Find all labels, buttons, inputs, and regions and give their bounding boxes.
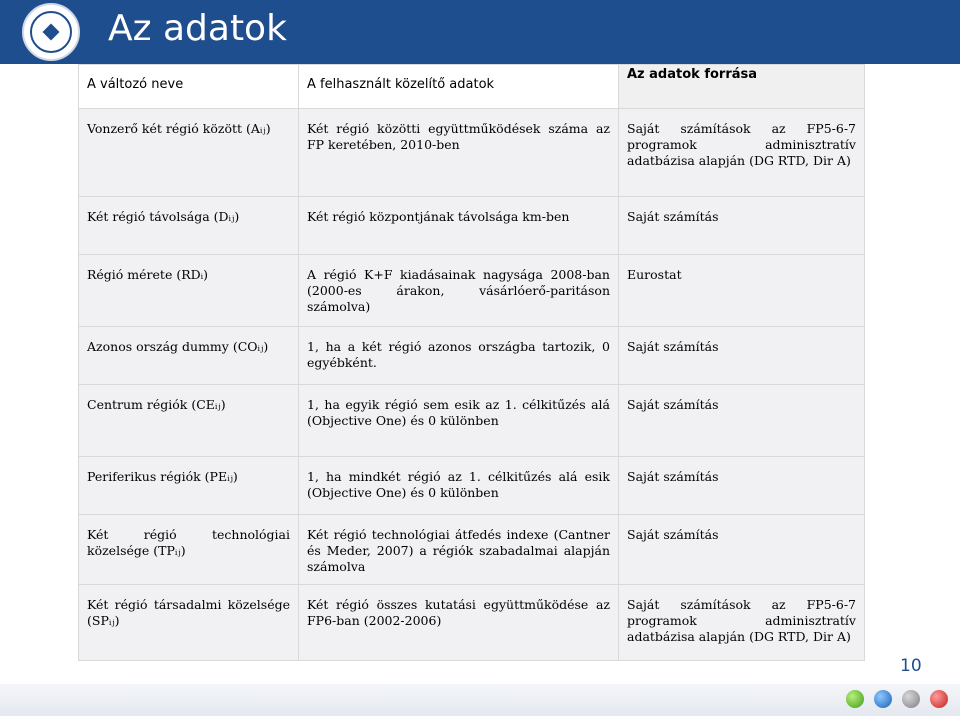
grey-ball-icon: [902, 690, 920, 708]
table-row: [79, 515, 865, 585]
page-number: 10: [900, 656, 922, 676]
header-proxy-data: A felhasznált közelítő adatok: [299, 65, 619, 109]
data-source: Saját számítások az FP5-6-7 programok adminisztratív adatbázisa alapján (DG RTD, Dir A): [627, 597, 856, 644]
table-row: [79, 457, 865, 515]
table-header-row: [79, 65, 865, 109]
proxy-data: Két régió központjának távolsága km-ben: [307, 209, 570, 224]
table-row: [79, 197, 865, 255]
variable-name: Két régió távolsága (Dᵢⱼ): [87, 209, 240, 224]
red-ball-icon: [930, 690, 948, 708]
data-source: Eurostat: [627, 267, 682, 282]
slide-title: Az adatok: [108, 8, 287, 49]
variable-name: Azonos ország dummy (COᵢⱼ): [87, 339, 269, 354]
table-row: [79, 109, 865, 197]
variable-name: Két régió technológiai közelsége (TPᵢⱼ): [87, 527, 290, 558]
table-row: [79, 585, 865, 661]
footer-bar: [0, 684, 960, 716]
proxy-data: A régió K+F kiadásainak nagysága 2008-ban (2000-es árakon, vásárlóerő-paritáson számolva): [307, 267, 610, 314]
green-ball-icon: [846, 690, 864, 708]
data-source: Saját számítás: [627, 469, 719, 484]
data-table: [78, 64, 865, 661]
proxy-data: Két régió közötti együttműködések száma az FP keretében, 2010-ben: [307, 121, 610, 152]
data-source: Saját számítás: [627, 397, 719, 412]
table-row: [79, 327, 865, 385]
proxy-data: 1, ha a két régió azonos országba tartozik, 0 egyébként.: [307, 339, 610, 370]
table-row: [79, 255, 865, 327]
proxy-data: Két régió technológiai átfedés indexe (Cantner és Meder, 2007) a régiók szabadalmai alapján számolva: [307, 527, 610, 574]
slide-header: [0, 0, 960, 64]
blue-ball-icon: [874, 690, 892, 708]
variable-name: Periferikus régiók (PEᵢⱼ): [87, 469, 238, 484]
header-data-source: Az adatok forrása: [619, 65, 865, 109]
header-variable-name: A változó neve: [79, 65, 299, 109]
variable-name: Két régió társadalmi közelsége (SPᵢⱼ): [87, 597, 290, 628]
variable-name: Vonzerő két régió között (Aᵢⱼ): [87, 121, 271, 136]
data-table-container: [78, 64, 864, 660]
data-source: Saját számítás: [627, 209, 719, 224]
table-row: [79, 385, 865, 457]
variable-name: Régió mérete (RDᵢ): [87, 267, 209, 282]
data-source: Saját számítás: [627, 527, 719, 542]
data-source: Saját számítás: [627, 339, 719, 354]
proxy-data: 1, ha egyik régió sem esik az 1. célkitűzés alá (Objective One) és 0 különben: [307, 397, 610, 428]
university-seal-icon: [22, 3, 80, 61]
variable-name: Centrum régiók (CEᵢⱼ): [87, 397, 226, 412]
proxy-data: 1, ha mindkét régió az 1. célkitűzés alá esik (Objective One) és 0 különben: [307, 469, 610, 500]
data-source: Saját számítások az FP5-6-7 programok adminisztratív adatbázisa alapján (DG RTD, Dir A): [627, 121, 856, 168]
proxy-data: Két régió összes kutatási együttműködése az FP6-ban (2002-2006): [307, 597, 610, 628]
